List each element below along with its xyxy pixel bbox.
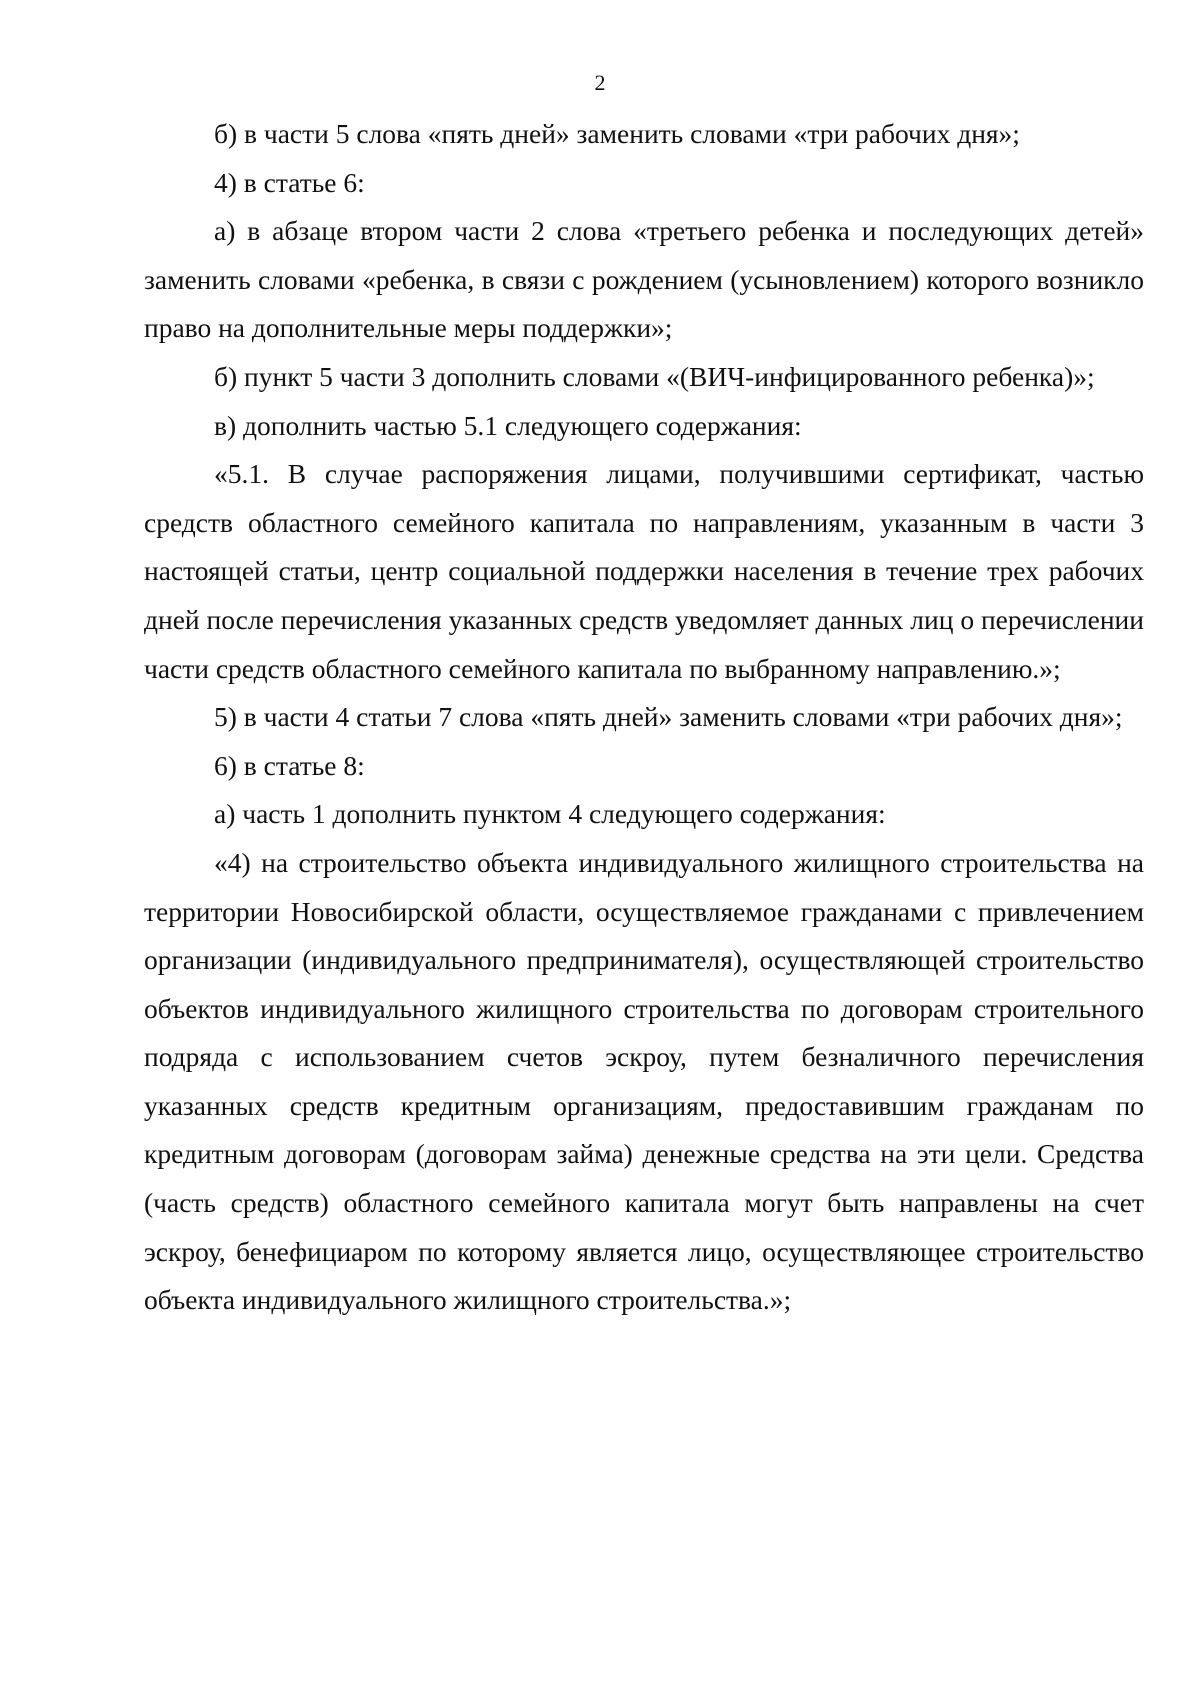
paragraph-article7: 5) в части 4 статьи 7 слова «пять дней» заменить словами «три рабочих дня»; [214, 701, 1123, 733]
document-body [144, 110, 1144, 1325]
paragraph-article6-a: а) в абзаце втором части 2 слова «третьего ребенка и последующих детей» заменить словами «ребенка, в связи с рождением (усыновлением) которого возникло право на дополнительные меры поддержки»; [144, 215, 1144, 344]
paragraph-article8-item4: «4) на строительство объекта индивидуального жилищного строительства на территории Новосибирской области, осуществляемое гражданами с привлечением организации (индивидуального предпринимателя), осуществляющей строительство объектов индивидуального жилищного строительства по договорам строительного подряда с использованием счетов эскроу, путем безналичного перечисления указанных средств кредитным организациям, предоставившим гражданам по кредитным договорам (договорам займа) денежные средства на эти цели. Средства (часть средств) областного семейного капитала могут быть направлены на счет эскроу, бенефициаром по которому является лицо, осуществляющее строительство объекта индивидуального жилищного строительства.»; [144, 846, 1144, 1316]
paragraph-article8-a: а) часть 1 дополнить пунктом 4 следующего содержания: [214, 798, 886, 830]
paragraph-article6-heading: 4) в статье 6: [214, 166, 365, 198]
paragraph-part5-1-text: «5.1. В случае распоряжения лицами, получившими сертификат, частью средств областного семейного капитала по направлениям, указанным в части 3 настоящей статьи, центр социальной поддержки населения в течение трех рабочих дней после перечисления указанных средств уведомляет данных лиц о перечислении части средств областного семейного капитала по выбранному направлению.»; [144, 458, 1144, 684]
paragraph-article6-b: б) пункт 5 части 3 дополнить словами «(ВИЧ-инфицированного ребенка)»; [214, 360, 1095, 392]
paragraph-article8-heading: 6) в статье 8: [214, 749, 365, 781]
paragraph-article6-c: в) дополнить частью 5.1 следующего содержания: [214, 409, 802, 441]
page-number: 2 [594, 70, 606, 95]
paragraph-part5-amendment: б) в части 5 слова «пять дней» заменить словами «три рабочих дня»; [214, 118, 1020, 149]
